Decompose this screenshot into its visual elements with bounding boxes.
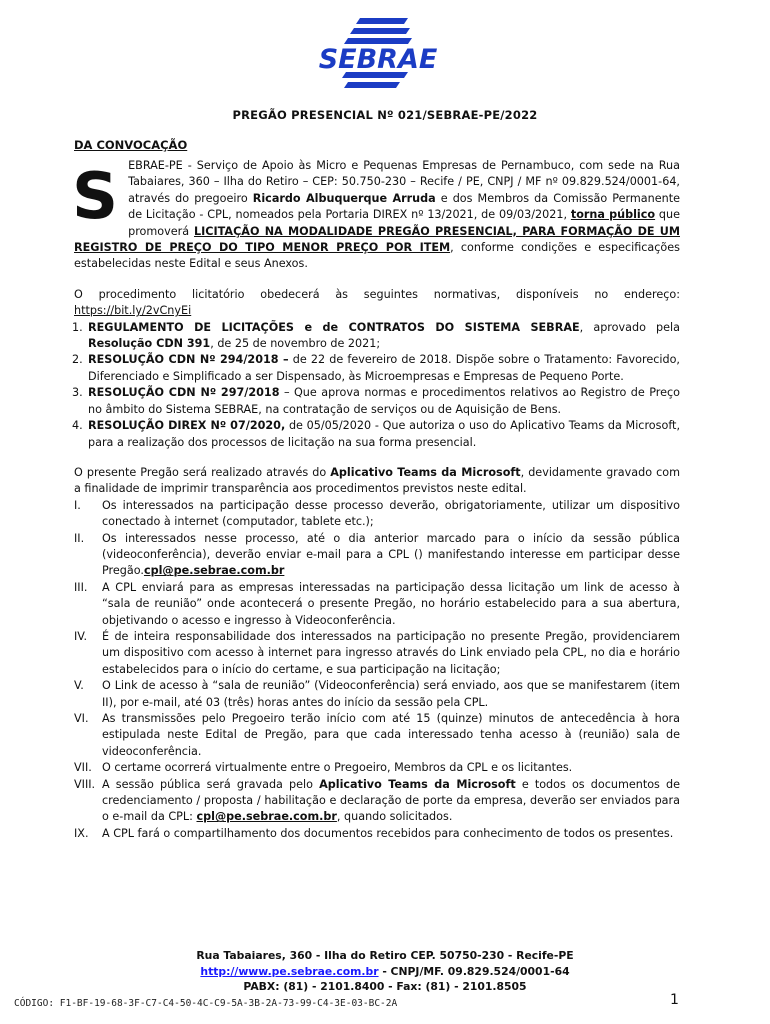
pregoeiro-name: Ricardo Albuquerque Arruda	[252, 191, 436, 205]
footer-phone: PABX: (81) - 2101.8400 - Fax: (81) - 2101.8505	[243, 980, 527, 993]
intro-paragraph: S EBRAE-PE - Serviço de Apoio às Micro e Pequenas Empresas de Pernambuco, com sede na Rua Tabaiares, 360 – Ilha do Retiro – CEP: 50.750-230 – Recife / PE, CNPJ / MF nº 09.829.524/0001-64, através do pregoeiro Ricardo Albuquerque Arruda e dos Membros da Comissão Permanente de Licitação - CPL, nomeados pela Portaria DIREX nº 13/2021, de 09/03/2021, torna público que promoverá LICITAÇÃO NA MODALIDADE PREGÃO PRESENCIAL, PARA FORMAÇÃO DE UM REGISTRO DE PREÇO DO TIPO MENOR PREÇO POR ITEM, conforme condições e especificações estabelecidas neste Edital e seus Anexos.	[72, 159, 681, 271]
normas-intro: O procedimento licitatório obedecerá às seguintes normativas, disponíveis no endereço: https://bit.ly/2vCnyEi	[74, 287, 680, 318]
teams-list	[74, 498, 680, 843]
item-number: 2.	[72, 353, 83, 367]
document-title: PREGÃO PRESENCIAL Nº 021/SEBRAE-PE/2022	[232, 108, 538, 122]
page-number: 1	[670, 992, 679, 1008]
item-number: IX.	[74, 826, 89, 840]
procedure-item: IV. É de inteira responsabilidade dos interessados na participação no presente Pregão, providenciarem um dispositivo com acesso à internet para ingresso através do Link enviado pela CPL, no dia e horário estabelecidos para o início do certame, e sua participação na licitação;	[74, 629, 680, 676]
norma-item: 2. RESOLUÇÃO CDN Nº 294/2018 – de 22 de fevereiro de 2018. Dispõe sobre o Tratamento: Favorecido, Diferenciado e Simplificado a ser Dispensado, às Microempresas e Empresas de Pequeno Porte.	[72, 353, 680, 383]
item-number: 4.	[72, 419, 83, 433]
item-number: II.	[74, 531, 85, 545]
modalidade: LICITAÇÃO NA MODALIDADE PREGÃO PRESENCIAL, PARA FORMAÇÃO DE UM REGISTRO DE PREÇO DO TIPO MENOR PREÇO POR ITEM	[74, 224, 680, 255]
normas-list	[74, 320, 680, 451]
item-number: IV.	[74, 629, 88, 643]
footer-website-link[interactable]: http://www.pe.sebrae.com.br	[200, 964, 379, 978]
logo-text: SEBRAE	[318, 44, 438, 75]
procedure-item: I. Os interessados na participação desse processo deverão, obrigatoriamente, utilizar um dispositivo conectado à internet (computador, tablete etc.);	[74, 498, 680, 529]
section-title: DA CONVOCAÇÃO	[74, 138, 188, 152]
procedure-item: II. Os interessados nesse processo, até o dia anterior marcado para o início da sessão pública (videoconferência), deverão enviar e-mail para a CPL () manifestando interesse em participar desse Pregão.cpl@pe.sebrae.com.br	[74, 531, 680, 578]
norma-item: 3. RESOLUÇÃO CDN Nº 297/2018 – Que aprova normas e procedimentos relativos ao Registro de Preço no âmbito do Sistema SEBRAE, na contratação de serviços ou de Aquisição de Bens.	[72, 386, 680, 416]
item-number: VII.	[74, 761, 92, 775]
item-number: 3.	[72, 386, 83, 400]
procedure-item: V. O Link de acesso à “sala de reunião” (Videoconferência) será enviado, aos que se manifestarem (item II), por e-mail, até 03 (três) horas antes do início da sessão pela CPL.	[74, 679, 680, 709]
cpl-email-link[interactable]: cpl@pe.sebrae.com.br	[143, 564, 285, 578]
procedure-item: VII. O certame ocorrerá virtualmente entre o Pregoeiro, Membros da CPL e os licitantes.	[74, 760, 680, 776]
item-number: I.	[74, 498, 81, 512]
item-number: 1.	[72, 320, 83, 334]
item-number: III.	[74, 580, 88, 594]
item-number: VIII.	[74, 777, 96, 791]
item-number: V.	[74, 679, 84, 693]
procedure-item: III. A CPL enviará para as empresas interessadas na participação dessa licitação um link de acesso à “sala de reunião” onde acontecerá o presente Pregão, no horário estabelecido para a sua abertura, objetivando o acesso e ingresso à Videoconferência.	[74, 580, 680, 627]
procedure-item: IX. A CPL fará o compartilhamento dos documentos recebidos para conhecimento de todos os presentes.	[74, 826, 680, 842]
norma-item: 1. REGULAMENTO DE LICITAÇÕES e de CONTRATOS DO SISTEMA SEBRAE, aprovado pela Resolução CDN 391, de 25 de novembro de 2021;	[72, 320, 681, 351]
teams-paragraph: O presente Pregão será realizado através do Aplicativo Teams da Microsoft, devidamente gravado com a finalidade de imprimir transparência aos procedimentos previstos neste edital.	[74, 465, 680, 496]
norma-item: 4. RESOLUÇÃO DIREX Nº 07/2020, de 05/05/2020 - Que autoriza o uso do Aplicativo Teams da Microsoft, para a realização dos processos de licitação na sua forma presencial.	[72, 419, 681, 449]
procedure-item: VIII. A sessão pública será gravada pelo Aplicativo Teams da Microsoft e todos os documentos de credenciamento / proposta / habilitação e declaração de porte da empresa, deverão ser enviados para o e-mail da CPL: cpl@pe.sebrae.com.br, quando solicitados.	[74, 777, 680, 824]
document-code: CÓDIGO: F1-BF-19-68-3F-C7-C4-50-4C-C9-5A-3B-2A-73-99-C4-3E-03-BC-2A	[14, 998, 398, 1009]
item-number: VI.	[74, 712, 89, 725]
procedure-item: VI. As transmissões pelo Pregoeiro terão início com até 15 (quinze) minutos de antecedência à hora estipulada neste Edital de Pregão, para que cada interessado tenha acesso à (reunião) sala de videoconferência.	[74, 712, 680, 758]
footer-address: Rua Tabaiares, 360 - Ilha do Retiro CEP. 50750-230 - Recife-PE	[196, 949, 574, 962]
drop-cap: S	[72, 160, 119, 234]
sebrae-logo	[308, 14, 448, 94]
normas-link[interactable]: https://bit.ly/2vCnyEi	[74, 304, 192, 318]
document-body	[74, 158, 680, 842]
cpl-email-link[interactable]: cpl@pe.sebrae.com.br	[196, 810, 337, 824]
footer: Rua Tabaiares, 360 - Ilha do Retiro CEP. 50750-230 - Recife-PE http://www.pe.sebrae.com.br - CNPJ/MF. 09.829.524/0001-64 PABX: (81) - 2101.8400 - Fax: (81) - 2101.8505	[0, 948, 770, 995]
